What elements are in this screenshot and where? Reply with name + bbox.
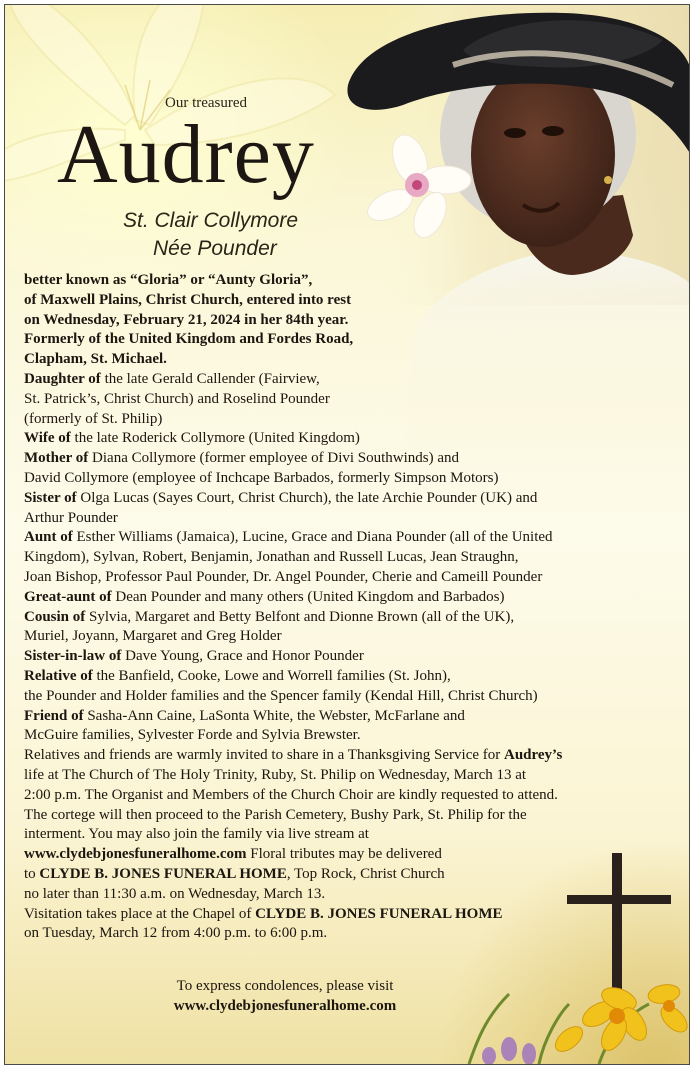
livestream-url: www.clydebjonesfuneralhome.com <box>24 846 247 863</box>
relation-text: Olga Lucas (Sayes Court, Christ Church), the late Archie Pounder (UK) and <box>76 489 538 506</box>
opening-line: Formerly of the United Kingdom and Fordes Road, <box>24 331 354 348</box>
wife-of-entry <box>24 429 684 449</box>
relation-text: Arthur Pounder <box>24 509 118 526</box>
maiden-name-line: Née Pounder <box>153 237 277 260</box>
friend-of-entry <box>24 707 684 727</box>
opening-line: of Maxwell Plains, Christ Church, entered into rest <box>24 291 352 308</box>
relation-text: Muriel, Joyann, Margaret and Greg Holder <box>24 628 282 645</box>
opening-line: better known as “Gloria” or “Aunty Gloria”, <box>24 272 313 288</box>
relation-text: Joan Bishop, Professor Paul Pounder, Dr. Angel Pounder, Cherie and Cameill Pounder <box>24 568 543 585</box>
service-text: , Top Rock, Christ Church <box>286 865 445 882</box>
relation-text: David Collymore (employee of Inchcape Barbados, formerly Simpson Motors) <box>24 469 499 486</box>
intro-text: Our treasured <box>165 95 248 111</box>
obituary-body <box>24 271 684 944</box>
relation-text: Sylvia, Margaret and Betty Belfont and Dionne Brown (all of the UK), <box>85 608 515 625</box>
relation-label: Friend of <box>24 707 84 724</box>
relation-label: Daughter of <box>24 370 101 387</box>
service-line <box>24 746 684 766</box>
mother-of-entry <box>24 449 684 469</box>
condolences-text: To express condolences, please visit <box>176 978 394 994</box>
service-line: life at The Church of The Holy Trinity, Ruby, St. Philip on Wednesday, March 13 at <box>24 766 527 783</box>
surname-line: St. Clair Collymore <box>123 209 299 232</box>
cousin-of-entry <box>24 608 684 628</box>
relation-label: Wife of <box>24 430 71 447</box>
service-line: interment. You may also join the family via live stream at <box>24 826 369 843</box>
relation-label: Aunt of <box>24 529 73 546</box>
relation-text: the late Roderick Collymore (United Kingdom) <box>70 430 360 447</box>
relation-label: Great-aunt of <box>24 588 112 605</box>
relation-text: St. Patrick’s, Christ Church) and Roselind Pounder <box>24 390 330 407</box>
service-text: Visitation takes place at the Chapel of <box>24 905 256 922</box>
daughter-of-entry <box>24 370 684 390</box>
sister-in-law-of-entry <box>24 647 684 667</box>
great-aunt-of-entry <box>24 588 684 608</box>
opening-line: on Wednesday, February 21, 2024 in her 84th year. <box>24 311 349 328</box>
relative-of-entry <box>24 667 684 687</box>
obituary-notice <box>4 4 690 1065</box>
first-name: Audrey <box>57 108 315 201</box>
opening-line: Clapham, St. Michael. <box>24 351 167 368</box>
condolences-url: www.clydebjonesfuneralhome.com <box>173 998 397 1014</box>
relation-text: the Pounder and Holder families and the Spencer family (Kendal Hill, Christ Church) <box>24 687 538 704</box>
relation-text: Dave Young, Grace and Honor Pounder <box>121 648 364 665</box>
relation-text: McGuire families, Sylvester Forde and Sylvia Brewster. <box>24 727 361 744</box>
funeral-home-name: CLYDE B. JONES FUNERAL HOME <box>39 865 287 882</box>
daffodil-flowers-icon <box>449 954 689 1064</box>
service-text: to <box>24 865 40 882</box>
service-name-bold: Audrey’s <box>504 747 563 764</box>
relation-label: Sister-in-law of <box>24 648 122 665</box>
service-text: Floral tributes may be delivered <box>246 846 442 863</box>
relation-text: the late Gerald Callender (Fairview, <box>100 370 320 387</box>
relation-text: Dean Pounder and many others (United Kingdom and Barbados) <box>111 588 505 605</box>
relation-text: (formerly of St. Philip) <box>24 410 163 427</box>
relation-label: Sister of <box>24 489 77 506</box>
service-line: The cortege will then proceed to the Parish Cemetery, Bushy Park, St. Philip for the <box>24 806 527 823</box>
service-line: on Tuesday, March 12 from 4:00 p.m. to 6:00 p.m. <box>24 925 328 942</box>
aunt-of-entry <box>24 528 684 548</box>
service-text: Relatives and friends are warmly invited to share in a Thanksgiving Service for <box>24 747 504 764</box>
sister-of-entry <box>24 489 684 509</box>
funeral-home-name: CLYDE B. JONES FUNERAL HOME <box>255 905 503 922</box>
relation-text: Diana Collymore (former employee of Divi Southwinds) and <box>88 450 460 467</box>
relation-text: Sasha-Ann Caine, LaSonta White, the Webster, McFarlane and <box>83 707 465 724</box>
service-line: no later than 11:30 a.m. on Wednesday, March 13. <box>24 885 326 902</box>
relation-text: Esther Williams (Jamaica), Lucine, Grace and Diana Pounder (all of the United <box>72 529 553 546</box>
relation-label: Cousin of <box>24 608 86 625</box>
pink-flower-icon <box>360 130 480 240</box>
relation-text: the Banfield, Cooke, Lowe and Worrell families (St. John), <box>92 667 451 684</box>
relation-text: Kingdom), Sylvan, Robert, Benjamin, Jonathan and Russell Lucas, Jean Straughn, <box>24 549 519 566</box>
relation-label: Relative of <box>24 667 93 684</box>
relation-label: Mother of <box>24 450 89 467</box>
service-line: 2:00 p.m. The Organist and Members of the Church Choir are kindly requested to attend. <box>24 786 558 803</box>
